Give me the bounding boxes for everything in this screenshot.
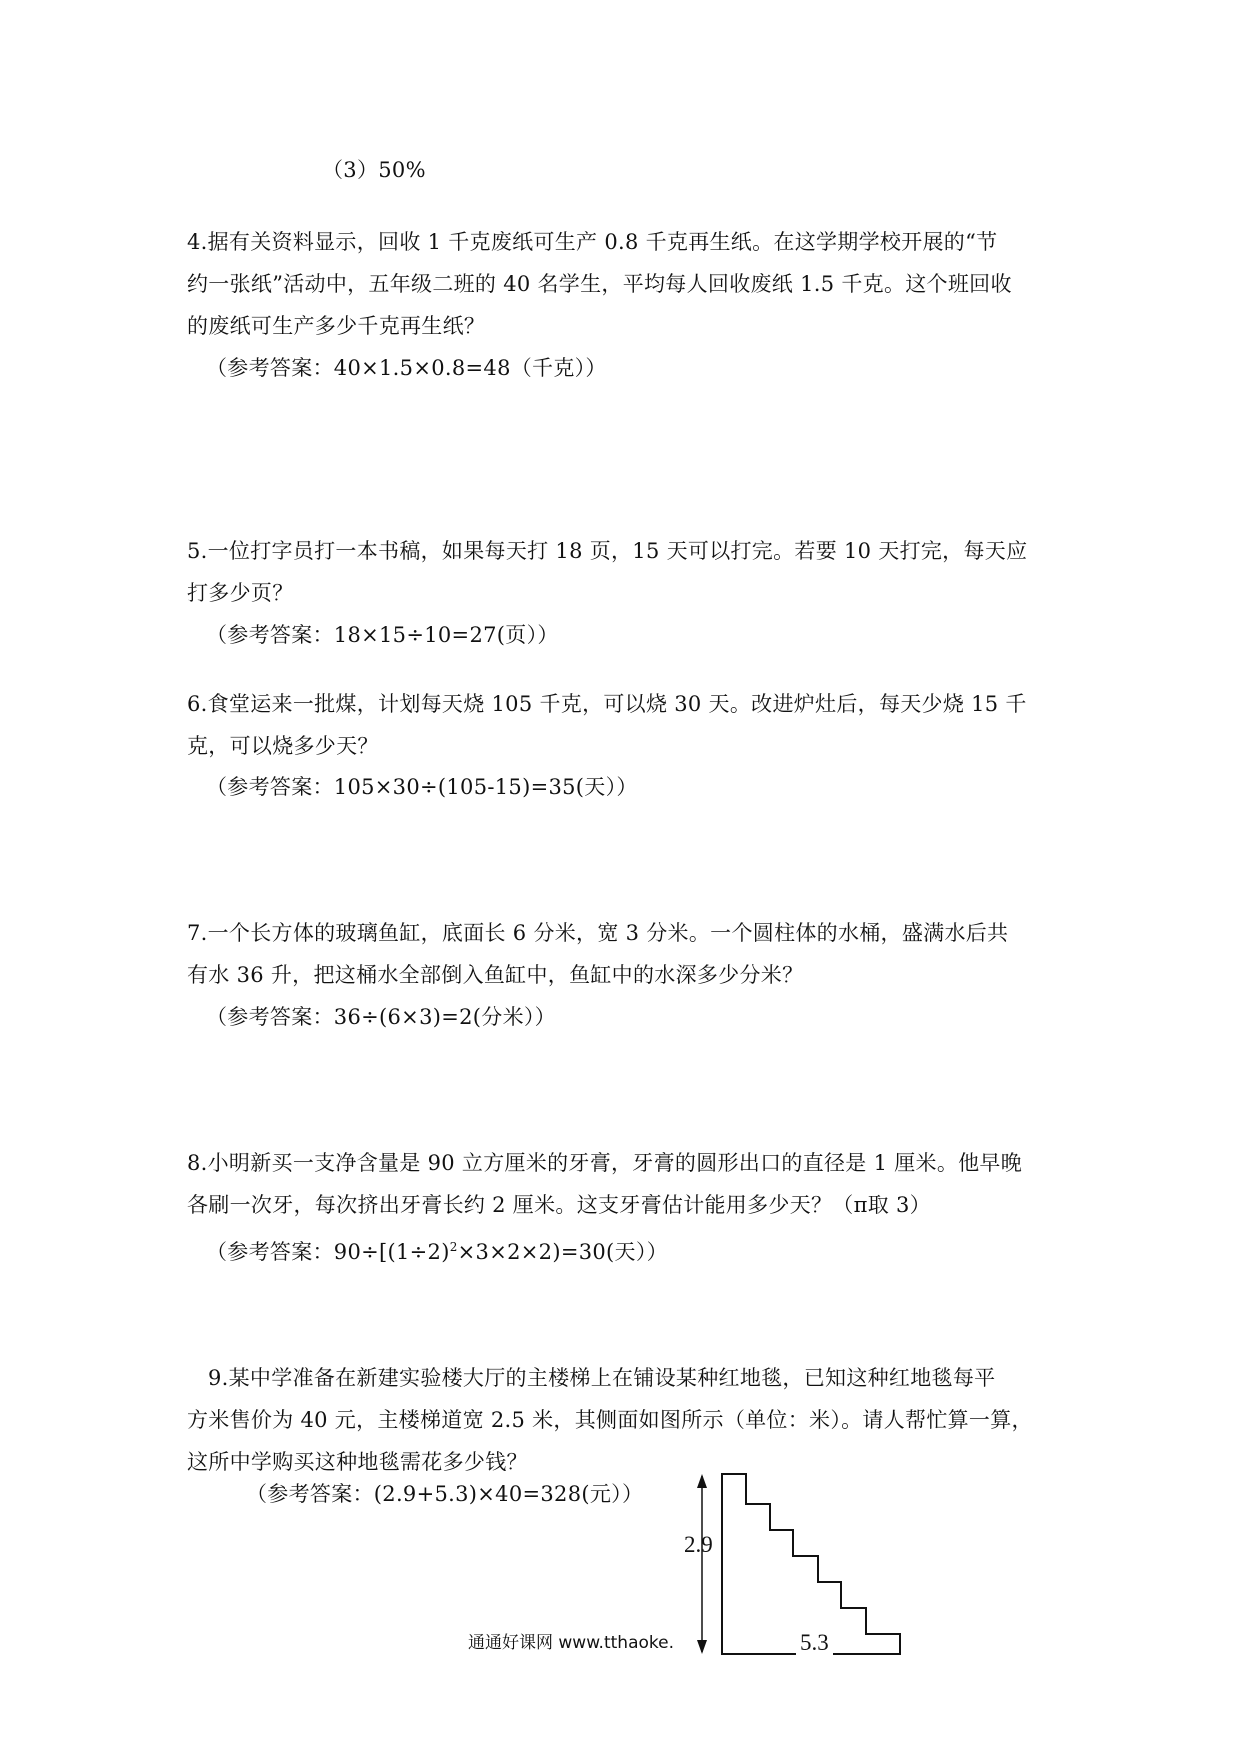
question-7-answer: （参考答案：36÷(6×3)=2(分米）） xyxy=(206,1005,556,1029)
question-8-line: 8.小明新买一支净含量是 90 立方厘米的牙膏，牙膏的圆形出口的直径是 1 厘米。他早晚 xyxy=(187,1151,1023,1175)
height-arrow-bottom xyxy=(697,1640,707,1654)
staircase-figure xyxy=(684,1432,930,1664)
question-6-answer: （参考答案：105×30÷(105-15)=35(天）） xyxy=(206,775,638,799)
question-4-line: 4.据有关资料显示，回收 1 千克废纸可生产 0.8 千克再生纸。在这学期学校开展的“节 xyxy=(187,230,998,254)
question-6-line: 克，可以烧多少天？ xyxy=(187,734,379,758)
question-8-answer xyxy=(206,1232,668,1267)
question-9-line: 9.某中学准备在新建实验楼大厅的主楼梯上在铺设某种红地毯，已知这种红地毯每平 xyxy=(208,1366,996,1390)
question-8-line: 各刷一次牙，每次挤出牙膏长约 2 厘米。这支牙膏估计能用多少天？（π取 3） xyxy=(187,1193,931,1217)
question-9-line: 方米售价为 40 元，主楼梯道宽 2.5 米，其侧面如图所示（单位：米）。请人帮忙算一算， xyxy=(187,1408,1033,1432)
question-4-answer: （参考答案：40×1.5×0.8=48（千克）） xyxy=(206,356,607,380)
question-5-line: 打多少页？ xyxy=(187,581,294,605)
answer-exponent: 2 xyxy=(449,1240,458,1254)
question-9-answer: （参考答案：(2.9+5.3)×40=328(元）） xyxy=(246,1482,644,1506)
width-label: 5.3 xyxy=(796,1630,833,1656)
item3-answer: （3）50% xyxy=(322,158,426,182)
staircase-outline xyxy=(722,1474,900,1654)
question-5-answer: （参考答案：18×15÷10=27(页）） xyxy=(206,623,559,647)
question-5-line: 5.一位打字员打一本书稿，如果每天打 18 页，15 天可以打完。若要 10 天打完，每天应 xyxy=(187,539,1028,563)
question-7-line: 有水 36 升，把这桶水全部倒入鱼缸中，鱼缸中的水深多少分米？ xyxy=(187,963,804,987)
question-6-line: 6.食堂运来一批煤，计划每天烧 105 千克，可以烧 30 天。改进炉灶后，每天少烧 15 千 xyxy=(187,692,1027,716)
answer-prefix: （参考答案：90÷[(1÷2) xyxy=(206,1240,450,1264)
question-4-line: 约一张纸”活动中，五年级二班的 40 名学生，平均每人回收废纸 1.5 千克。这个班回收 xyxy=(187,272,1012,296)
question-9-line: 这所中学购买这种地毯需花多少钱？ xyxy=(187,1450,528,1474)
answer-suffix: ×3×2×2)=30(天）） xyxy=(457,1240,668,1264)
question-4-line: 的废纸可生产多少千克再生纸？ xyxy=(187,314,486,338)
height-label: 2.9 xyxy=(684,1532,713,1557)
question-7-line: 7.一个长方体的玻璃鱼缸，底面长 6 分米，宽 3 分米。一个圆柱体的水桶，盛满水后共 xyxy=(187,921,1009,945)
footer-watermark: 通通好课网 www.tthaoke. xyxy=(468,1633,674,1653)
height-arrow-top xyxy=(697,1474,707,1488)
